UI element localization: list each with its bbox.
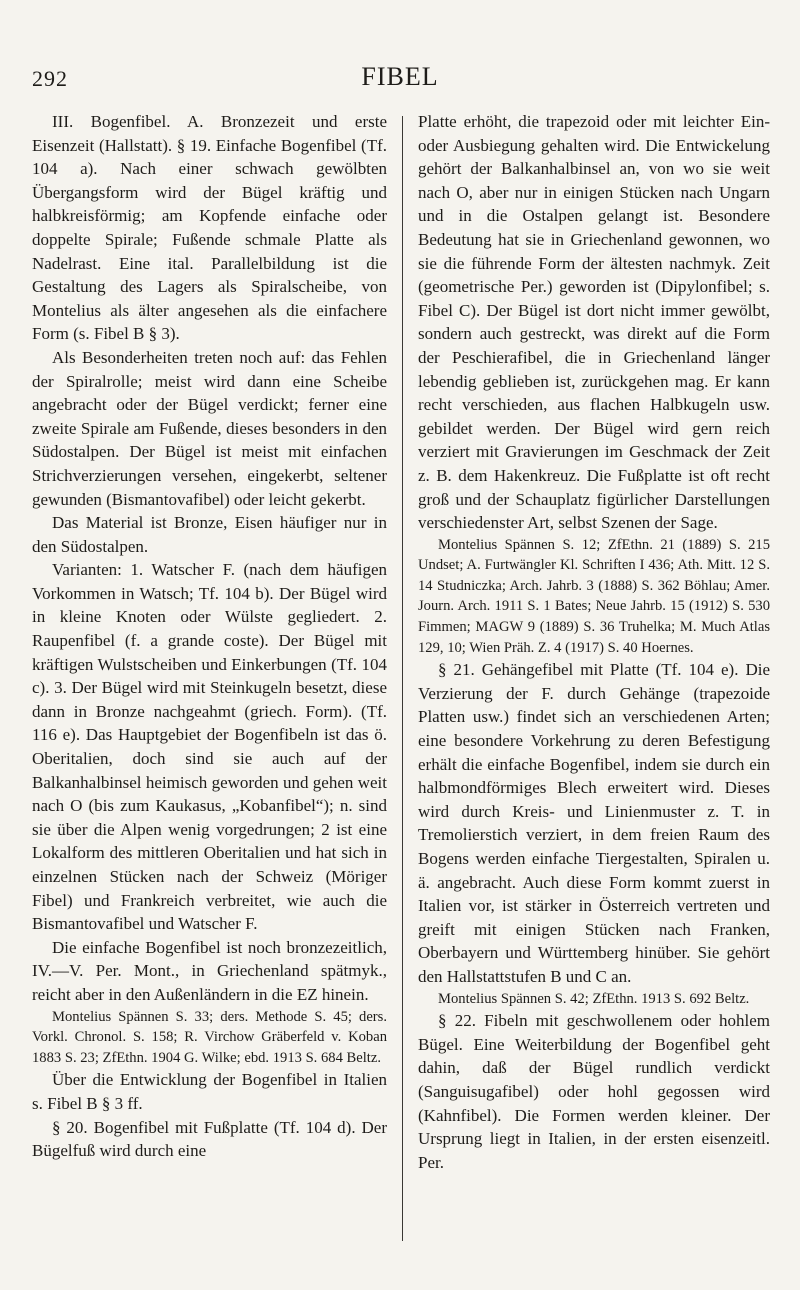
paragraph-bogenfibel-intro: III. Bogenfibel. A. Bronzezeit und erste Eisenzeit (Hallstatt). § 19. Einfache Bogenfibel (Tf. 104 a). Nach einer schwach gewölbten Übergangsform wird der Bügel kräftig und halbkreisförmig; am Kopfende einfache oder doppelte Spirale; Fußende schmale Platte als Nadelrast. Eine ital. Parallelbildung ist die Gestaltung des Lagers als Spiralscheibe, von Montelius als älter angesehen als die einfachere Form (s. Fibel B § 3). [32, 112, 387, 344]
reference-block: Montelius Spännen S. 33; ders. Methode S. 45; ders. Vorkl. Chronol. S. 158; R. Virchow Gräberfeld v. Koban 1883 S. 23; ZfEthn. 1904 G. Wilke; ebd. 1913 S. 684 Beltz. [32, 1008, 387, 1066]
paragraph-section-20: § 20. Bogenfibel mit Fußplatte (Tf. 104 d). Der Bügelfuß wird durch eine [32, 1117, 387, 1161]
column-divider [402, 116, 403, 1241]
paragraph-besonderheiten: Als Besonderheiten treten noch auf: das Fehlen der Spiralrolle; meist wird dann eine Scheibe angebracht oder der Bügel verdickt; ferner eine zweite Spirale am Fußende, dieses besonders in den Südostalpen. Der Bügel ist meist mit einfachen Strichverzierungen versehen, eingekerbt, seltener gewunden (Bismantovafibel) oder leicht gekerbt. [32, 347, 387, 509]
right-column [418, 110, 770, 1174]
reference-block: Montelius Spännen S. 42; ZfEthn. 1913 S. 692 Beltz. [438, 990, 750, 1007]
running-title: FIBEL [361, 62, 439, 91]
left-column [32, 110, 387, 1163]
page-number: 292 [32, 66, 68, 91]
paragraph-chronology: Die einfache Bogenfibel ist noch bronzezeitlich, IV.—V. Per. Mont., in Griechenland spätmyk., reicht aber in den Außenländern in die EZ hinein. [32, 937, 387, 1004]
paragraph-varianten: Varianten: 1. Watscher F. (nach dem häufigen Vorkommen in Watsch; Tf. 104 b). Der Bügel wird in kleine Knoten oder Wülste gegliedert. 2. Raupenfibel (f. a grande coste). Der Bügel mit kräftigen Wulstscheiben und Einkerbungen (Tf. 104 c). 3. Der Bügel wird mit Steinkugeln besetzt, diese dann in Bronze nachgeahmt (griech. Form). (Tf. 116 e). Das Hauptgebiet der Bogenfibeln ist das ö. Oberitalien, doch sind sie auch auf der Balkanhalbinsel heimisch geworden und gehen weit nach O (bis zum Kaukasus, „Kobanfibel“); n. sind sie über die Alpen wenig vorgedrungen; 2 ist eine Lokalform des mittleren Oberitalien und hat sich in einzelnen Stücken nach der Schweiz (Möriger Fibel) und Frankreich verbreitet, wie auch die Bismantovafibel und Watscher F. [32, 560, 387, 934]
paragraph-italy-development: Über die Entwicklung der Bogenfibel in Italien s. Fibel B § 3 ff. [32, 1070, 387, 1113]
paragraph-fussplatte-continued: Platte erhöht, die trapezoid oder mit leichter Ein- oder Ausbiegung gehalten wird. Die Entwickelung gehört der Balkanhalbinsel an, von wo sie weit nach O, aber nur in einigen Stücken nach Ungarn und in die Ostalpen gelangt ist. Besondere Bedeutung hat sie in Griechenland gewonnen, wo sie die führende Form der ältesten nachmyk. Zeit (geometrische Per.) geworden ist (Dipylonfibel; s. Fibel C). Der Bügel ist dort nicht immer gewölbt, sondern auch gestreckt, was direkt auf die Form der Peschierafibel, die in Griechenland länger lebendig geblieben ist, zurückgehen mag. Er kann recht verschieden, aus flachen Halbkugeln usw. gebildet werden. Der Bügel wird gern reich verziert mit Gravierungen im Geschmack der Zeit z. B. dem Hakenkreuz. Die Fußplatte ist oft recht groß und der Schauplatz figürlicher Darstellungen verschiedenster Art, selbst Szenen der Sage. [418, 112, 770, 533]
paragraph-material: Das Material ist Bronze, Eisen häufiger nur in den Südostalpen. [32, 513, 387, 556]
paragraph-section-22: § 22. Fibeln mit geschwollenem oder hohlem Bügel. Eine Weiterbildung der Bogenfibel geht dahin, daß der Bügel rundlich verdickt (Sanguisugafibel) oder hohl gegossen wird (Kahnfibel). Die Formen werden kleiner. Der Ursprung liegt in Italien, in der ersten eisenzeitl. Per. [418, 1011, 770, 1172]
paragraph-section-21: § 21. Gehängefibel mit Platte (Tf. 104 e). Die Verzierung der F. durch Gehänge (trapezoide Platten usw.) findet sich an verschiedenen Arten; eine besondere Vorkehrung zu deren Befestigung erhält die einfache Bogenfibel, indem sie durch ein halbmondförmiges Blech erweitert wird. Dieses wird durch Kreis- und Linienmuster z. T. in Tremolierstich verziert, in dem freien Raum des Bogens werden einfache Tiergestalten, Spiralen u. ä. angebracht. Auch diese Form kommt zuerst in Italien vor, ist stärker in Österreich vertreten und greift mit einigen Stücken nach Franken, Oberbayern und Württemberg hinüber. Sie gehört den Hallstattstufen B und C an. [418, 660, 770, 986]
reference-block: Montelius Spännen S. 12; ZfEthn. 21 (1889) S. 215 Undset; A. Furtwängler Kl. Schriften I 436; Ath. Mitt. 12 S. 14 Studniczka; Arch. Jahrb. 3 (1888) S. 362 Böhlau; Amer. Journ. Arch. 1911 S. 1 Bates; Neue Jahrb. 15 (1912) S. 530 Fimmen; MAGW 9 (1889) S. 36 Truhelka; M. Much Atlas 129, 10; Wien Präh. Z. 4 (1917) S. 40 Hoernes. [418, 536, 770, 656]
